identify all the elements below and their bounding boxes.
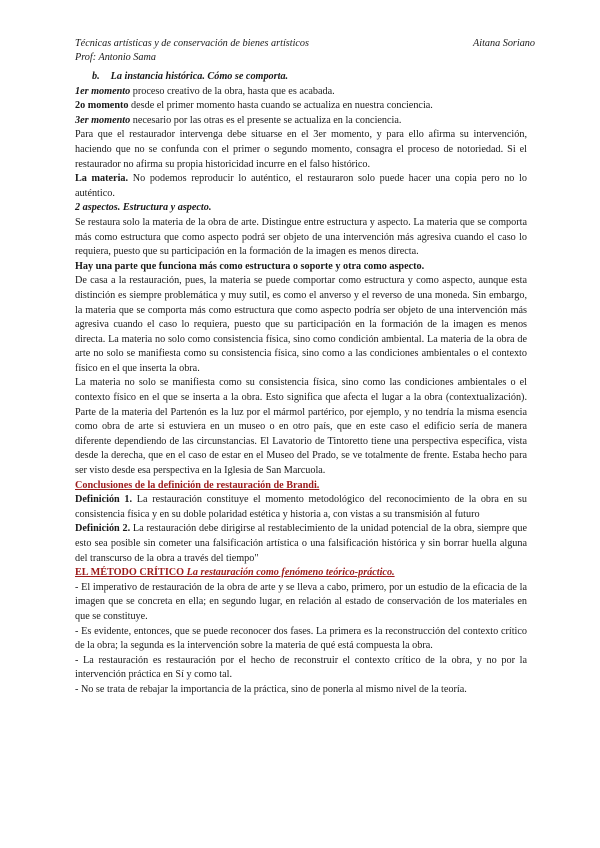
page-header [75,37,535,65]
paragraph-contexto: La materia no solo se manifiesta como su consistencia física, sino como las condiciones ambientales o el contexto físico en el que se inserta a la obra. Esto significa que afecta el lugar a la obra (contextualización). Parte de la materia del Partenón es la luz por el mármol partérico, por ejemplo, y no tendría la misma esencia como obra de arte si estuviera en un museo o en otro país, que en este caso el edificio sería de manera diferente dependiendo de las circunstancias. El Lavatorio de Tintoretto tiene una perspectiva específica, vista desde la derecha, que en el caso de estar en el Museo del Prado, se ve totalmente de frente. Estaba hecho para ser visto desde esa perspectiva en la Iglesia de San Marcuola. [75,377,527,477]
metodo-heading-plain: EL MÉTODO CRÍTICO [75,567,185,579]
aspectos-heading: 2 aspectos. Estructura y aspecto. [75,202,212,214]
moment-text: necesario por las otras es el presente se actualiza en la conciencia. [130,114,402,126]
bullet-item: - Es evidente, entonces, que se puede reconocer dos fases. La primera es la reconstrucción del contexto crítico de la obra; la segunda es la intervención sobre la materia de qué está compuesta la obra. [75,625,527,652]
definicion-text: La restauración constituye el momento metodológico del reconocimiento de la obra en su consistencia física y en su doble polaridad estética y historia a, con vistas a su transmisión al futuro [75,494,527,520]
course-title: Técnicas artísticas y de conservación de bienes artísticos [75,38,309,49]
metodo-heading-italic: La restauración como fenómeno teórico-práctico. [184,567,395,579]
section-b-heading [75,70,527,85]
paragraph-restaurador: Para que el restaurador intervenga debe situarse en el 3er momento, y para ello afirma su intervención, haciendo que no se confunda con el primer o segundo momento, consagra el proceso de notoriedad. Si el restaurador no afirma su propia historicidad incurre en el falso histórico. [75,129,527,170]
moment-2 [75,99,527,114]
moment-text: proceso creativo de la obra, hasta que es acabada. [130,85,335,97]
professor-name: Prof: Antonio Sama [75,52,156,63]
author-name: Aitana Soriano [473,38,535,49]
metodo-heading [75,566,527,581]
bullet-item: - El imperativo de restauración de la obra de arte y se lleva a cabo, primero, por un estudio de la eficacia de la imagen que se concreta en ella; en segundo lugar, en relación al estado de conservación de los materiales en que se constituye. [75,581,527,622]
section-b-title: La instancia histórica. Cómo se comporta. [110,71,289,82]
moment-1 [75,85,527,100]
paragraph-aspectos: Se restaura solo la materia de la obra de arte. Distingue entre estructura y aspecto. La materia que se comporta más como estructura que como aspecto podrá ser objeto de una intervención más agresiva cuando el caso lo requiera, puesto que su participación en la formación de la imagen es menos directa. [75,216,527,258]
moment-label: 2o momento [75,100,129,112]
definicion-label: Definición 2. [75,523,131,535]
conclusiones-heading: Conclusiones de la definición de restauración de Brandi. [75,479,320,491]
bullet-item: - No se trata de rebajar la importancia de la práctica, sino de ponerla al mismo nivel de la teoría. [75,683,467,695]
definicion-text: La restauración debe dirigirse al restablecimiento de la unidad potencial de la obra, siempre que esto sea posible sin cometer una falsificación artística o una falsificación histórica y sin borrar huella alguna del transcurso de la obra a través del tiempo" [75,523,527,564]
definicion-2 [75,522,527,566]
materia-label: La materia. [75,173,129,185]
definicion-1 [75,493,527,522]
moment-text: desde el primer momento hasta cuando se actualiza en nuestra conciencia. [128,100,433,112]
bullet-item: - La restauración es restauración por el hecho de reconstruir el contexto crítico de la obra, y no por la intervención práctica en Sí y como tal. [75,654,527,681]
section-b-letter: b. [92,71,100,82]
definicion-label: Definición 1. [75,494,133,506]
moment-label: 3er momento [75,114,131,126]
parte-heading: Hay una parte que funciona más como estructura o soporte y otra como aspecto. [75,260,425,272]
paragraph-casa: De casa a la restauración, pues, la materia se puede comportar como estructura y como aspecto, aunque esta distinción es siempre problemática y muy sutil, es como el anverso y el reverso de una moneda. Sin embargo, la materia que se comporta más como estructura que como aspecto podría ser objeto de una intervención más agresiva cuando el caso lo requiera, puesto que su participación en la formación de la imagen es menos directa. La materia no solo como consistencia física, sino como condición ambiental. La materia de la obra de arte no solo se manifiesta como su consistencia física, sino como a las condiciones ambientales o el contexto físico en el que inserta la obra. [75,275,527,374]
document-body [75,70,527,698]
paragraph-materia [75,172,527,201]
moment-3 [75,114,527,129]
materia-text: No podemos reproducir lo auténtico, el restauraron solo puede hacer una copia pero no lo auténtico. [75,173,527,199]
moment-label: 1er momento [75,85,131,97]
